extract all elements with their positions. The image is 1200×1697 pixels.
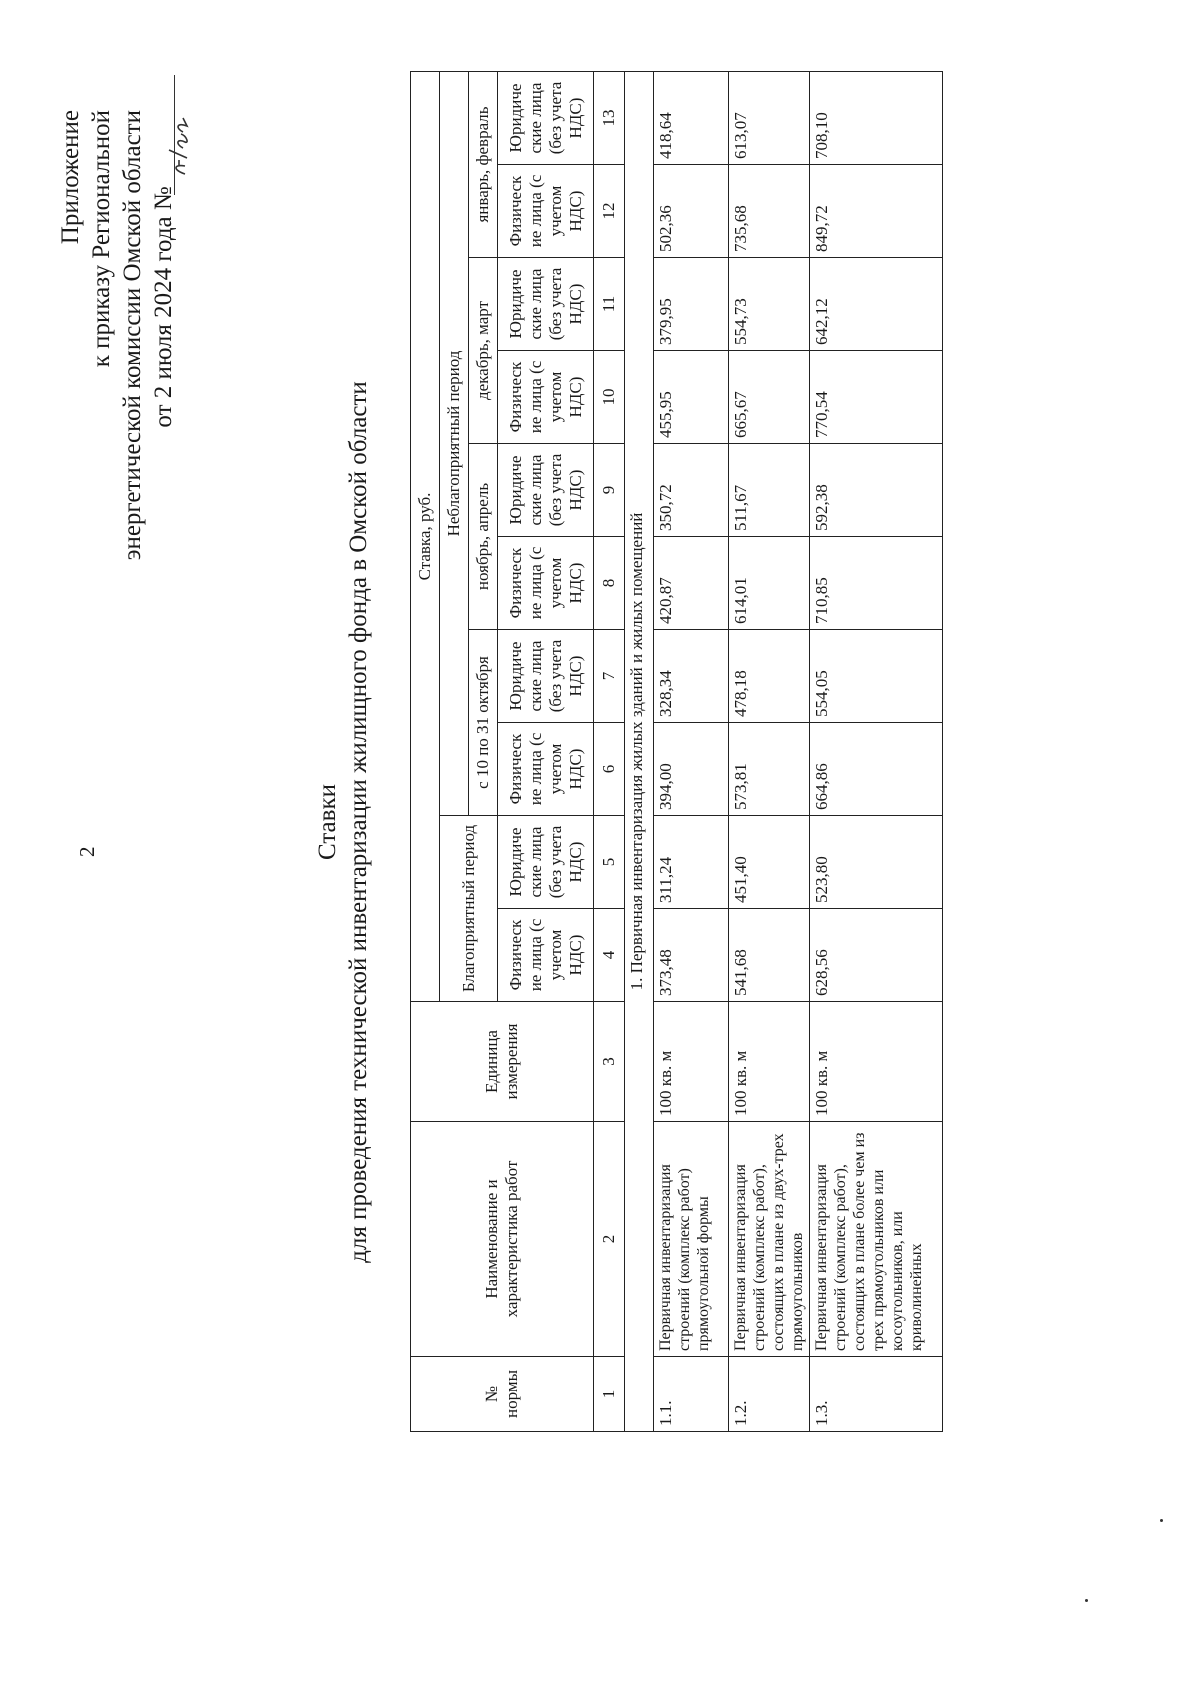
row-value: 350,72: [654, 444, 729, 537]
header-phys: Физическ ие лица (с учетом НДС): [498, 537, 594, 630]
index-cell: 4: [594, 909, 625, 1002]
header-period: ноябрь, апрель: [469, 444, 498, 630]
row-value: 665,67: [729, 351, 810, 444]
row-value: 708,10: [810, 72, 943, 165]
header-unfavorable: Неблагоприятный период: [440, 72, 469, 816]
index-cell: 9: [594, 444, 625, 537]
document-title: [312, 247, 374, 1397]
index-cell: 7: [594, 630, 625, 723]
title-line-2: для проведения технической инвентаризации жилищного фонда в Омской области: [345, 381, 372, 1263]
appendix-block: [55, 110, 179, 560]
order-underline: [174, 75, 175, 195]
page-number: 2: [75, 846, 99, 857]
row-value: 642,12: [810, 258, 943, 351]
row-value: 628,56: [810, 909, 943, 1002]
index-cell: 12: [594, 165, 625, 258]
index-cell: 2: [594, 1122, 625, 1357]
row-value: 394,00: [654, 723, 729, 816]
row-value: 554,05: [810, 630, 943, 723]
row-value: 511,67: [729, 444, 810, 537]
header-legal: Юридиче ские лица (без учета НДС): [498, 630, 594, 723]
handwritten-order-number-icon: [165, 112, 195, 178]
row-value: 664,86: [810, 723, 943, 816]
row-value: 541,68: [729, 909, 810, 1002]
index-cell: 11: [594, 258, 625, 351]
row-value: 849,72: [810, 165, 943, 258]
row-value: 770,54: [810, 351, 943, 444]
header-legal: Юридиче ские лица (без учета НДС): [498, 816, 594, 909]
row-value: 373,48: [654, 909, 729, 1002]
appendix-line: к приказу Региональной: [88, 110, 115, 368]
rates-table: [410, 71, 943, 1432]
row-value: 614,01: [729, 537, 810, 630]
appendix-line: энергетической комиссии Омской области: [119, 110, 146, 561]
appendix-line: Приложение: [57, 110, 84, 245]
header-phys: Физическ ие лица (с учетом НДС): [498, 351, 594, 444]
row-value: 451,40: [729, 816, 810, 909]
row-value: 502,36: [654, 165, 729, 258]
header-phys: Физическ ие лица (с учетом НДС): [498, 909, 594, 1002]
row-num: 1.2.: [729, 1357, 810, 1432]
row-value: 613,07: [729, 72, 810, 165]
table-row: [654, 72, 729, 1432]
table-row: [810, 72, 943, 1432]
index-cell: 6: [594, 723, 625, 816]
header-num: № нормы: [411, 1357, 594, 1432]
row-unit: 100 кв. м: [729, 1002, 810, 1122]
index-cell: 5: [594, 816, 625, 909]
index-cell: 13: [594, 72, 625, 165]
row-value: 478,18: [729, 630, 810, 723]
row-value: 735,68: [729, 165, 810, 258]
header-period: с 10 по 31 октября: [469, 630, 498, 816]
row-name: Первичная инвентаризация строений (комплекс работ), состоящих в плане из двух-трех прямоугольников: [729, 1122, 810, 1357]
header-period: январь, февраль: [469, 72, 498, 258]
index-cell: 8: [594, 537, 625, 630]
row-value: 592,38: [810, 444, 943, 537]
header-period: декабрь, март: [469, 258, 498, 444]
header-legal: Юридиче ские лица (без учета НДС): [498, 258, 594, 351]
header-unit: Единица измерения: [411, 1002, 594, 1122]
appendix-date-text: от 2 июля 2024 года №: [150, 180, 177, 428]
row-value: 455,95: [654, 351, 729, 444]
header-legal: Юридиче ские лица (без учета НДС): [498, 72, 594, 165]
row-value: 418,64: [654, 72, 729, 165]
header-phys: Физическ ие лица (с учетом НДС): [498, 165, 594, 258]
row-name: Первичная инвентаризация строений (комплекс работ) прямоугольной формы: [654, 1122, 729, 1357]
row-name: Первичная инвентаризация строений (комплекс работ), состоящих в плане более чем из трех прямоугольников или косоугольников, или криволинейных: [810, 1122, 943, 1357]
scan-speck: [1085, 1599, 1088, 1602]
index-cell: 10: [594, 351, 625, 444]
row-num: 1.1.: [654, 1357, 729, 1432]
header-rate: Ставка, руб.: [411, 72, 440, 1002]
row-value: 710,85: [810, 537, 943, 630]
title-line-1: Ставки: [314, 784, 341, 861]
row-value: 523,80: [810, 816, 943, 909]
row-unit: 100 кв. м: [654, 1002, 729, 1122]
row-value: 420,87: [654, 537, 729, 630]
row-value: 328,34: [654, 630, 729, 723]
header-favorable: Благоприятный период: [440, 816, 498, 1002]
section-row: [625, 72, 654, 1432]
scan-speck: [1160, 1519, 1163, 1522]
header-phys: Физическ ие лица (с учетом НДС): [498, 723, 594, 816]
index-row: [594, 72, 625, 1432]
row-value: 573,81: [729, 723, 810, 816]
row-unit: 100 кв. м: [810, 1002, 943, 1122]
header-name: Наименование и характеристика работ: [411, 1122, 594, 1357]
row-value: 554,73: [729, 258, 810, 351]
row-num: 1.3.: [810, 1357, 943, 1432]
row-value: 379,95: [654, 258, 729, 351]
table-row: [729, 72, 810, 1432]
index-cell: 1: [594, 1357, 625, 1432]
row-value: 311,24: [654, 816, 729, 909]
section-title: 1. Первичная инвентаризация жилых зданий и жилых помещений: [625, 72, 654, 1432]
header-legal: Юридиче ские лица (без учета НДС): [498, 444, 594, 537]
index-cell: 3: [594, 1002, 625, 1122]
